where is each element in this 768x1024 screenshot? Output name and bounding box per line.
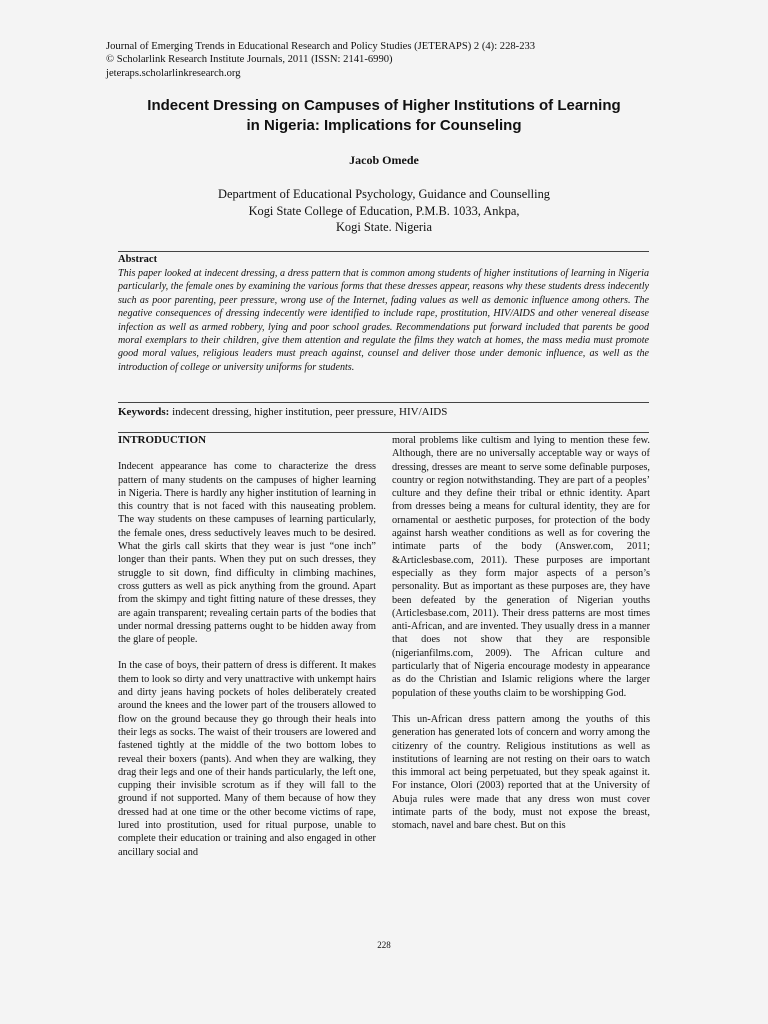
keywords-label: Keywords: <box>118 406 170 418</box>
section-heading-introduction: INTRODUCTION <box>118 434 207 446</box>
keywords-text: indecent dressing, higher institution, peer pressure, HIV/AIDS <box>172 406 448 418</box>
body-paragraph: moral problems like cultism and lying to mention these few. Although, there are no universally acceptable way or ways of dressing, dresses are meant to serve some definable purposes, country or region notwithstanding. They are part of a peoples’ culture and they define their tribal or ethnic identity. Apart from dresses being a means for cultural identity, they are for ornamental or aesthetic purposes, for protection of the body against harsh weather conditions as well as for covering the intimate parts of the body (Answer.com, 2011; &Articlesbase.com, 2011). These purposes are important especially as they form major aspects of a person’s personality. But as important as these purposes are, they have been defeated by the generation of Nigerian youths (Articlesbase.com, 2011). Their dress patterns are most times anti-African, and are invented. They usually dress in a manner that does not show that they are responsible (nigerianfilms.com, 2009). The African culture and particularly that of Nigeria encourage modesty in appearance as do the Christian and Islamic religions where the larger population of these youths claim to be worshipping God. <box>392 435 650 699</box>
body-column-right <box>392 434 650 846</box>
paper-title <box>100 96 668 136</box>
journal-copyright: © Scholarlink Research Institute Journals, 2011 (ISSN: 2141-6990) <box>106 54 393 66</box>
journal-url: jeteraps.scholarlinkresearch.org <box>106 67 241 79</box>
body-column-left <box>118 434 376 872</box>
title-line-2: in Nigeria: Implications for Counseling <box>246 117 522 134</box>
affiliation-line-2: Kogi State College of Education, P.M.B. 1033, Ankpa, <box>248 203 520 218</box>
title-line-1: Indecent Dressing on Campuses of Higher Institutions of Learning <box>147 97 621 114</box>
abstract-bottom-rule <box>118 402 649 403</box>
keywords-line <box>118 406 649 418</box>
author-affiliation <box>100 186 668 236</box>
abstract-text: This paper looked at indecent dressing, a dress pattern that is common among students of higher institutions of learning in Nigeria particularly, the female ones by examining the various forms that these dresses appear, reasons why these students dress indecently such as poor parenting, peer pressure, wrong use of the Internet, fading values as well as demonic influence among others. The negative consequences of dressing indecently were identified to include rape, prostitution, HIV/AIDS and other venereal disease infection as well as armed robbery, lying and poor school grades. Recommendations put forward included that parents be good moral exemplars to their children, give them attention and regulate the films they watch at homes, the mass media must promote good moral values, religious leaders must preach against, counsel and deliver those under demonic influence, as well as the introduction of college or university uniforms for students. <box>118 268 649 373</box>
affiliation-line-3: Kogi State. Nigeria <box>335 220 432 235</box>
affiliation-line-1: Department of Educational Psychology, Guidance and Counselling <box>218 187 550 201</box>
body-paragraph: In the case of boys, their pattern of dress is different. It makes them to look so dirty and very unattractive with unkempt hairs and dirty jeans having pockets of holes deliberately created around the knees and the lower part of the trousers allowed to flow on the ground because they go through their heals into their legs as socks. The waist of their trousers are lowered and fastened tightly at the middle of the two bottom lobes to reveal their boxers (pants). And when they are walking, they drag their legs and one of their hands particularly, the left one, cupping their invisible scrotum as if they will fall to the ground if not supported. Many of them because of how they dressed had at one time or the other become victims of rape, lured into prostitution, used for ritual purpose, unable to complete their education or training and also engaged in other ancillary social and <box>118 660 376 858</box>
abstract-heading: Abstract <box>118 254 158 265</box>
abstract-top-rule <box>118 251 649 252</box>
author-name: Jacob Omede <box>349 153 419 167</box>
journal-citation: Journal of Emerging Trends in Educational Research and Policy Studies (JETERAPS) 2 (4): 228-233 <box>106 41 536 52</box>
keywords-bottom-rule <box>118 432 649 433</box>
body-paragraph: Indecent appearance has come to characterize the dress pattern of many students on the campuses of higher learning in Nigeria. There is hardly any higher institution of learning in this country that is not faced with this nauseating problem. The way students on these campuses of learning particularly, the female ones, dress seductively leaves much to be desired. What the girls call skirts that they wear is just “one inch” longer than their pants. When they put on such dresses, they struggle to sit down, find difficulty in climbing machines, cross gutters as well as pick anything from the ground. Apart from the skimpy and tight fitting nature of these dresses, they are again transparent; revealing certain parts of the bodies that under normal dressing patterns ought to be hidden away from the glare of people. <box>118 461 376 646</box>
body-paragraph: This un-African dress pattern among the youths of this generation has generated lots of concern and worry among the citizenry of the country. Religious institutions as well as institutions of learning are not resting on their oars to watch this immoral act being perpetuated, but they speak against it. For instance, Olori (2003) reported that at the University of Abuja rules were made that any dress won must cover intimate parts of the body, must not expose the breast, stomach, navel and bare chest. But on this <box>392 713 650 832</box>
page-number: 228 <box>377 940 391 950</box>
journal-header <box>106 40 666 80</box>
